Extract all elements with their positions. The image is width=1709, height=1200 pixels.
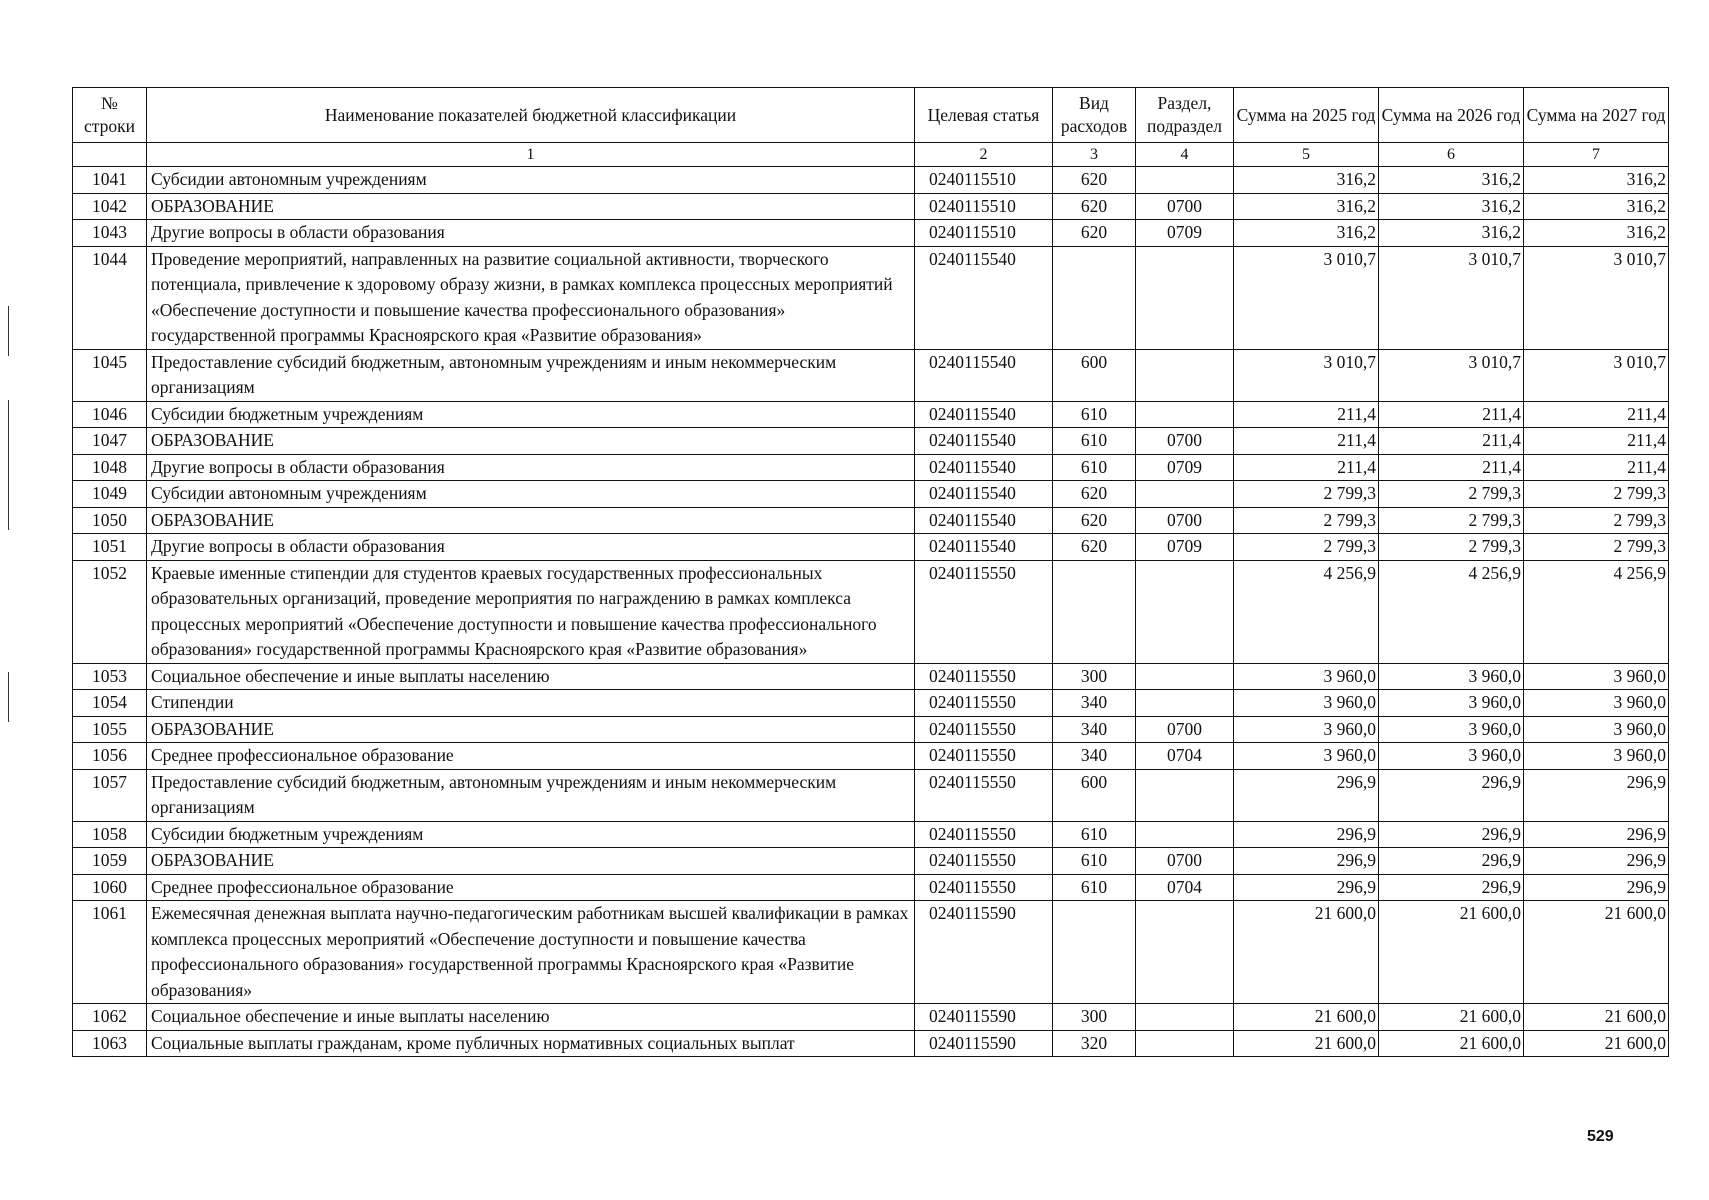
target-article-cell: 0240115590 [915, 1004, 1053, 1031]
expense-type-cell: 620 [1053, 167, 1136, 194]
amount-2026-cell: 211,4 [1379, 428, 1524, 455]
table-row [73, 167, 1669, 194]
amount-2026-cell: 316,2 [1379, 167, 1524, 194]
target-article-cell: 0240115550 [915, 663, 1053, 690]
expense-type-cell: 610 [1053, 428, 1136, 455]
table-header-row [73, 88, 1669, 143]
margin-mark [8, 400, 9, 530]
target-article-cell: 0240115550 [915, 848, 1053, 875]
amount-2027-cell: 211,4 [1524, 454, 1669, 481]
expense-type-cell: 320 [1053, 1030, 1136, 1057]
table-row [73, 1004, 1669, 1031]
target-article-cell: 0240115550 [915, 716, 1053, 743]
amount-2026-cell: 296,9 [1379, 821, 1524, 848]
column-header: № строки [73, 88, 147, 143]
section-cell: 0704 [1136, 874, 1234, 901]
amount-2027-cell: 4 256,9 [1524, 560, 1669, 663]
amount-2026-cell: 4 256,9 [1379, 560, 1524, 663]
section-cell: 0709 [1136, 454, 1234, 481]
table-row [73, 901, 1669, 1004]
amount-2027-cell: 21 600,0 [1524, 1004, 1669, 1031]
table-row [73, 428, 1669, 455]
row-number-cell: 1054 [73, 690, 147, 717]
budget-page [72, 87, 1668, 1057]
amount-2025-cell: 2 799,3 [1234, 481, 1379, 508]
column-header: Наименование показателей бюджетной классификации [147, 88, 915, 143]
amount-2025-cell: 211,4 [1234, 401, 1379, 428]
indicator-name-cell: Ежемесячная денежная выплата научно-педагогическим работникам высшей квалификации в рамках комплекса процессных мероприятий «Обеспечение доступности и повышение качества профессионального образования» государственной программы Красноярского края «Развитие образования» [147, 901, 915, 1004]
indicator-name-cell: Предоставление субсидий бюджетным, автономным учреждениям и иным некоммерческим организациям [147, 769, 915, 821]
expense-type-cell: 340 [1053, 690, 1136, 717]
column-number: 6 [1379, 143, 1524, 167]
target-article-cell: 0240115550 [915, 874, 1053, 901]
row-number-cell: 1061 [73, 901, 147, 1004]
amount-2025-cell: 316,2 [1234, 220, 1379, 247]
margin-mark [8, 306, 9, 356]
expense-type-cell: 340 [1053, 743, 1136, 770]
amount-2026-cell: 3 010,7 [1379, 349, 1524, 401]
row-number-cell: 1053 [73, 663, 147, 690]
amount-2026-cell: 3 010,7 [1379, 246, 1524, 349]
row-number-cell: 1058 [73, 821, 147, 848]
amount-2027-cell: 2 799,3 [1524, 534, 1669, 561]
section-cell: 0709 [1136, 534, 1234, 561]
expense-type-cell: 620 [1053, 507, 1136, 534]
expense-type-cell: 620 [1053, 193, 1136, 220]
amount-2025-cell: 316,2 [1234, 167, 1379, 194]
section-cell [1136, 401, 1234, 428]
table-row [73, 481, 1669, 508]
table-row [73, 848, 1669, 875]
row-number-cell: 1051 [73, 534, 147, 561]
section-cell [1136, 167, 1234, 194]
expense-type-cell: 620 [1053, 534, 1136, 561]
table-row [73, 507, 1669, 534]
indicator-name-cell: ОБРАЗОВАНИЕ [147, 848, 915, 875]
amount-2027-cell: 21 600,0 [1524, 1030, 1669, 1057]
amount-2027-cell: 211,4 [1524, 401, 1669, 428]
indicator-name-cell: Другие вопросы в области образования [147, 454, 915, 481]
table-row [73, 769, 1669, 821]
expense-type-cell [1053, 901, 1136, 1004]
section-cell: 0704 [1136, 743, 1234, 770]
table-row [73, 560, 1669, 663]
target-article-cell: 0240115550 [915, 769, 1053, 821]
indicator-name-cell: ОБРАЗОВАНИЕ [147, 507, 915, 534]
budget-table [72, 87, 1669, 1057]
amount-2026-cell: 21 600,0 [1379, 901, 1524, 1004]
amount-2026-cell: 316,2 [1379, 220, 1524, 247]
row-number-cell: 1056 [73, 743, 147, 770]
amount-2025-cell: 3 960,0 [1234, 743, 1379, 770]
amount-2025-cell: 2 799,3 [1234, 534, 1379, 561]
amount-2025-cell: 2 799,3 [1234, 507, 1379, 534]
amount-2026-cell: 296,9 [1379, 874, 1524, 901]
amount-2027-cell: 3 960,0 [1524, 743, 1669, 770]
amount-2026-cell: 3 960,0 [1379, 663, 1524, 690]
table-row [73, 821, 1669, 848]
expense-type-cell: 300 [1053, 1004, 1136, 1031]
table-row [73, 220, 1669, 247]
amount-2026-cell: 211,4 [1379, 454, 1524, 481]
column-number: 1 [147, 143, 915, 167]
expense-type-cell: 620 [1053, 481, 1136, 508]
row-number-cell: 1057 [73, 769, 147, 821]
table-row [73, 874, 1669, 901]
page-number: 529 [1587, 1128, 1614, 1145]
column-number: 3 [1053, 143, 1136, 167]
amount-2025-cell: 3 960,0 [1234, 663, 1379, 690]
indicator-name-cell: Стипендии [147, 690, 915, 717]
section-cell [1136, 560, 1234, 663]
amount-2025-cell: 3 960,0 [1234, 690, 1379, 717]
amount-2027-cell: 316,2 [1524, 193, 1669, 220]
section-cell [1136, 663, 1234, 690]
column-header: Сумма на 2027 год [1524, 88, 1669, 143]
amount-2025-cell: 4 256,9 [1234, 560, 1379, 663]
section-cell [1136, 901, 1234, 1004]
table-row [73, 716, 1669, 743]
section-cell [1136, 769, 1234, 821]
expense-type-cell: 610 [1053, 821, 1136, 848]
section-cell: 0700 [1136, 507, 1234, 534]
indicator-name-cell: ОБРАЗОВАНИЕ [147, 193, 915, 220]
column-number-row [73, 143, 1669, 167]
target-article-cell: 0240115540 [915, 401, 1053, 428]
table-row [73, 534, 1669, 561]
indicator-name-cell: Субсидии бюджетным учреждениям [147, 821, 915, 848]
indicator-name-cell: Субсидии автономным учреждениям [147, 167, 915, 194]
expense-type-cell [1053, 560, 1136, 663]
amount-2027-cell: 2 799,3 [1524, 507, 1669, 534]
expense-type-cell: 600 [1053, 769, 1136, 821]
row-number-cell: 1063 [73, 1030, 147, 1057]
amount-2027-cell: 21 600,0 [1524, 901, 1669, 1004]
indicator-name-cell: ОБРАЗОВАНИЕ [147, 716, 915, 743]
row-number-cell: 1062 [73, 1004, 147, 1031]
section-cell [1136, 246, 1234, 349]
row-number-cell: 1059 [73, 848, 147, 875]
column-number: 2 [915, 143, 1053, 167]
target-article-cell: 0240115510 [915, 193, 1053, 220]
amount-2025-cell: 296,9 [1234, 769, 1379, 821]
amount-2025-cell: 296,9 [1234, 848, 1379, 875]
section-cell [1136, 349, 1234, 401]
amount-2027-cell: 316,2 [1524, 167, 1669, 194]
amount-2025-cell: 296,9 [1234, 874, 1379, 901]
row-number-cell: 1060 [73, 874, 147, 901]
expense-type-cell: 600 [1053, 349, 1136, 401]
section-cell [1136, 690, 1234, 717]
table-row [73, 663, 1669, 690]
amount-2026-cell: 3 960,0 [1379, 743, 1524, 770]
target-article-cell: 0240115540 [915, 454, 1053, 481]
indicator-name-cell: Субсидии бюджетным учреждениям [147, 401, 915, 428]
expense-type-cell: 340 [1053, 716, 1136, 743]
amount-2026-cell: 296,9 [1379, 848, 1524, 875]
section-cell: 0700 [1136, 193, 1234, 220]
amount-2027-cell: 296,9 [1524, 874, 1669, 901]
row-number-cell: 1045 [73, 349, 147, 401]
amount-2025-cell: 296,9 [1234, 821, 1379, 848]
amount-2025-cell: 21 600,0 [1234, 1004, 1379, 1031]
table-row [73, 349, 1669, 401]
row-number-cell: 1041 [73, 167, 147, 194]
amount-2027-cell: 2 799,3 [1524, 481, 1669, 508]
indicator-name-cell: Субсидии автономным учреждениям [147, 481, 915, 508]
expense-type-cell: 610 [1053, 454, 1136, 481]
section-cell [1136, 481, 1234, 508]
section-cell: 0700 [1136, 428, 1234, 455]
row-number-cell: 1050 [73, 507, 147, 534]
column-header: Целевая статья [915, 88, 1053, 143]
row-number-cell: 1049 [73, 481, 147, 508]
row-number-cell: 1052 [73, 560, 147, 663]
amount-2026-cell: 296,9 [1379, 769, 1524, 821]
amount-2025-cell: 3 010,7 [1234, 349, 1379, 401]
target-article-cell: 0240115510 [915, 220, 1053, 247]
table-row [73, 690, 1669, 717]
indicator-name-cell: Другие вопросы в области образования [147, 534, 915, 561]
amount-2026-cell: 2 799,3 [1379, 534, 1524, 561]
column-number: 5 [1234, 143, 1379, 167]
indicator-name-cell: Социальное обеспечение и иные выплаты населению [147, 663, 915, 690]
section-cell: 0700 [1136, 716, 1234, 743]
indicator-name-cell: ОБРАЗОВАНИЕ [147, 428, 915, 455]
target-article-cell: 0240115540 [915, 481, 1053, 508]
indicator-name-cell: Социальное обеспечение и иные выплаты населению [147, 1004, 915, 1031]
row-number-cell: 1055 [73, 716, 147, 743]
column-number [73, 143, 147, 167]
amount-2027-cell: 3 010,7 [1524, 246, 1669, 349]
row-number-cell: 1047 [73, 428, 147, 455]
indicator-name-cell: Проведение мероприятий, направленных на развитие социальной активности, творческого потенциала, привлечение к здоровому образу жизни, в рамках комплекса процессных мероприятий «Обеспечение доступности и повышение качества профессионального образования» государственной программы Красноярского края «Развитие образования» [147, 246, 915, 349]
amount-2026-cell: 21 600,0 [1379, 1030, 1524, 1057]
expense-type-cell: 620 [1053, 220, 1136, 247]
expense-type-cell: 610 [1053, 874, 1136, 901]
section-cell [1136, 1030, 1234, 1057]
amount-2025-cell: 211,4 [1234, 454, 1379, 481]
section-cell: 0700 [1136, 848, 1234, 875]
section-cell [1136, 1004, 1234, 1031]
target-article-cell: 0240115540 [915, 534, 1053, 561]
amount-2026-cell: 211,4 [1379, 401, 1524, 428]
amount-2026-cell: 2 799,3 [1379, 507, 1524, 534]
column-number: 7 [1524, 143, 1669, 167]
amount-2027-cell: 296,9 [1524, 821, 1669, 848]
amount-2027-cell: 296,9 [1524, 769, 1669, 821]
column-header: Раздел, подраздел [1136, 88, 1234, 143]
expense-type-cell: 610 [1053, 401, 1136, 428]
table-row [73, 246, 1669, 349]
target-article-cell: 0240115540 [915, 349, 1053, 401]
margin-mark [8, 672, 9, 722]
row-number-cell: 1042 [73, 193, 147, 220]
expense-type-cell: 300 [1053, 663, 1136, 690]
amount-2027-cell: 296,9 [1524, 848, 1669, 875]
amount-2025-cell: 316,2 [1234, 193, 1379, 220]
amount-2027-cell: 3 010,7 [1524, 349, 1669, 401]
indicator-name-cell: Предоставление субсидий бюджетным, автономным учреждениям и иным некоммерческим организациям [147, 349, 915, 401]
table-row [73, 193, 1669, 220]
table-body [73, 167, 1669, 1057]
target-article-cell: 0240115550 [915, 743, 1053, 770]
expense-type-cell: 610 [1053, 848, 1136, 875]
amount-2025-cell: 3 010,7 [1234, 246, 1379, 349]
section-cell [1136, 821, 1234, 848]
amount-2026-cell: 21 600,0 [1379, 1004, 1524, 1031]
indicator-name-cell: Социальные выплаты гражданам, кроме публичных нормативных социальных выплат [147, 1030, 915, 1057]
indicator-name-cell: Другие вопросы в области образования [147, 220, 915, 247]
column-header: Сумма на 2026 год [1379, 88, 1524, 143]
column-header: Сумма на 2025 год [1234, 88, 1379, 143]
table-row [73, 743, 1669, 770]
row-number-cell: 1048 [73, 454, 147, 481]
amount-2027-cell: 3 960,0 [1524, 690, 1669, 717]
expense-type-cell [1053, 246, 1136, 349]
amount-2026-cell: 316,2 [1379, 193, 1524, 220]
amount-2025-cell: 211,4 [1234, 428, 1379, 455]
section-cell: 0709 [1136, 220, 1234, 247]
target-article-cell: 0240115510 [915, 167, 1053, 194]
indicator-name-cell: Среднее профессиональное образование [147, 874, 915, 901]
amount-2025-cell: 3 960,0 [1234, 716, 1379, 743]
indicator-name-cell: Среднее профессиональное образование [147, 743, 915, 770]
amount-2027-cell: 316,2 [1524, 220, 1669, 247]
target-article-cell: 0240115540 [915, 428, 1053, 455]
target-article-cell: 0240115590 [915, 1030, 1053, 1057]
target-article-cell: 0240115540 [915, 507, 1053, 534]
amount-2026-cell: 3 960,0 [1379, 716, 1524, 743]
amount-2027-cell: 211,4 [1524, 428, 1669, 455]
target-article-cell: 0240115550 [915, 821, 1053, 848]
row-number-cell: 1043 [73, 220, 147, 247]
column-header: Вид расходов [1053, 88, 1136, 143]
amount-2026-cell: 2 799,3 [1379, 481, 1524, 508]
table-row [73, 401, 1669, 428]
column-number: 4 [1136, 143, 1234, 167]
row-number-cell: 1044 [73, 246, 147, 349]
row-number-cell: 1046 [73, 401, 147, 428]
table-row [73, 1030, 1669, 1057]
table-row [73, 454, 1669, 481]
amount-2025-cell: 21 600,0 [1234, 901, 1379, 1004]
indicator-name-cell: Краевые именные стипендии для студентов краевых государственных профессиональных образовательных организаций, проведение мероприятия по награждению в рамках комплекса процессных мероприятий «Обеспечение доступности и повышение качества профессионального образования» государственной программы Красноярского края «Развитие образования» [147, 560, 915, 663]
amount-2027-cell: 3 960,0 [1524, 716, 1669, 743]
target-article-cell: 0240115550 [915, 560, 1053, 663]
target-article-cell: 0240115540 [915, 246, 1053, 349]
amount-2026-cell: 3 960,0 [1379, 690, 1524, 717]
target-article-cell: 0240115590 [915, 901, 1053, 1004]
amount-2025-cell: 21 600,0 [1234, 1030, 1379, 1057]
amount-2027-cell: 3 960,0 [1524, 663, 1669, 690]
target-article-cell: 0240115550 [915, 690, 1053, 717]
